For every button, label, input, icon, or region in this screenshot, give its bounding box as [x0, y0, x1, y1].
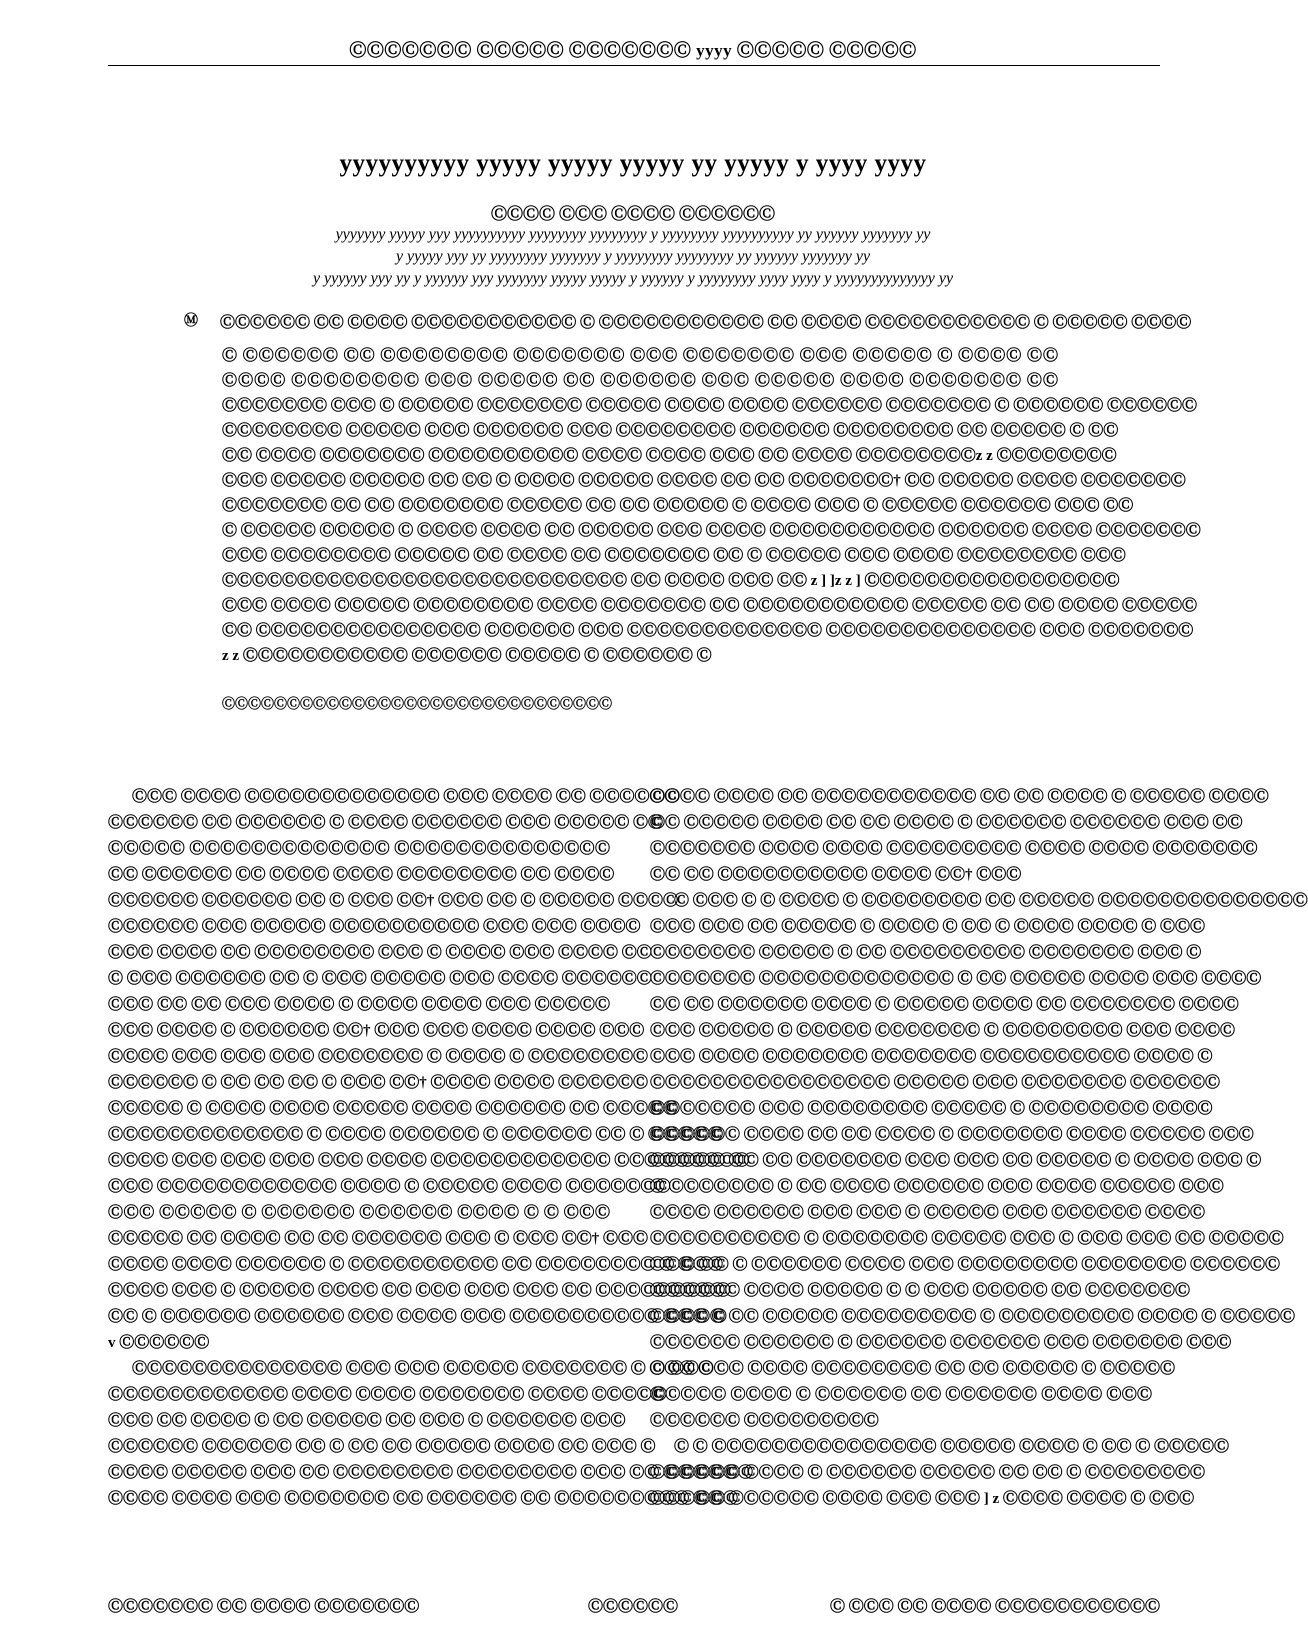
- text-line: ⒸⒸⒸⒸⒸⒸⒸⒸ ⒸⒸⒸⒸⒸ ⒸⒸⒸ ⒸⒸⒸⒸⒸⒸ ⒸⒸⒸ ⒸⒸⒸⒸⒸⒸⒸⒸ ⒸⒸⒸⒸⒸⒸ ⒸⒸⒸⒸⒸⒸⒸⒸ ⒸⒸ ⒸⒸⒸⒸⒸ Ⓒ ⒸⒸ: [222, 423, 1119, 439]
- text-line: ⒸⒸ ⒸⒸ ⒸⒸⒸⒸⒸⒸⒸⒸⒸⒸ ⒸⒸⒸⒸ ⒸⒸ† ⒸⒸⒸ: [650, 867, 1022, 883]
- text-line: ⒸⒸⒸⒸⒸⒸ Ⓒ ⒸⒸ ⒸⒸ ⒸⒸ Ⓒ ⒸⒸⒸ ⒸⒸ† ⒸⒸⒸⒸ ⒸⒸⒸⒸ ⒸⒸⒸⒸⒸⒸ: [108, 1075, 649, 1091]
- text-line: ⒸⒸⒸ ⒸⒸⒸⒸ ⒸⒸⒸⒸⒸ ⒸⒸⒸⒸⒸⒸⒸⒸ ⒸⒸⒸⒸ ⒸⒸⒸⒸⒸⒸⒸ ⒸⒸ ⒸⒸⒸⒸⒸⒸⒸⒸⒸⒸⒸ ⒸⒸⒸⒸⒸ ⒸⒸ ⒸⒸ ⒸⒸⒸⒸ ⒸⒸⒸⒸⒸ: [222, 598, 1198, 614]
- text-line: ⒸⒸⒸⒸⒸⒸ ⒸⒸⒸ ⒸⒸⒸⒸⒸ ⒸⒸⒸⒸⒸⒸⒸⒸⒸⒸ ⒸⒸⒸ ⒸⒸⒸ ⒸⒸⒸⒸ: [108, 919, 641, 935]
- text-line: ⒸⒸⒸⒸ ⒸⒸⒸ Ⓒ ⒸⒸⒸⒸⒸ ⒸⒸⒸⒸ ⒸⒸ ⒸⒸⒸ ⒸⒸⒸ ⒸⒸⒸ ⒸⒸ ⒸⒸⒸⒸⒸⒸⒸⒸⒸ: [108, 1283, 731, 1299]
- text-line: ⒸⒸⒸⒸⒸⒸ ⒸⒸⒸⒸⒸⒸ ⒸⒸ Ⓒ ⒸⒸⒸ ⒸⒸ† ⒸⒸⒸ ⒸⒸ Ⓒ ⒸⒸⒸⒸⒸ ⒸⒸⒸⒸ: [108, 893, 679, 909]
- text-line: ⒸⒸⒸ ⒸⒸ ⒸⒸ ⒸⒸⒸ ⒸⒸⒸⒸ Ⓒ ⒸⒸⒸⒸ ⒸⒸⒸⒸ ⒸⒸⒸ ⒸⒸⒸⒸⒸ: [108, 997, 610, 1013]
- footer-right: Ⓒ ⒸⒸⒸ ⒸⒸ ⒸⒸⒸⒸ ⒸⒸⒸⒸⒸⒸⒸⒸⒸⒸⒸ: [829, 1599, 1160, 1615]
- text-line: ⒸⒸⒸⒸ ⒸⒸⒸⒸⒸ ⒸⒸⒸ ⒸⒸ ⒸⒸⒸⒸⒸⒸⒸⒸ ⒸⒸⒸⒸⒸⒸⒸⒸ ⒸⒸⒸ ⒸⒸ ⒸⒸⒸⒸⒸⒸ: [108, 1465, 754, 1481]
- text-line: ⒸⒸⒸⒸⒸⒸⒸ ⒸⒸⒸⒸⒸ Ⓒ ⒸⒸ ⒸⒸⒸⒸⒸⒸⒸⒸⒸ ⒸⒸⒸⒸⒸⒸⒸ ⒸⒸⒸ Ⓒ: [650, 945, 1202, 961]
- text-line: ⒸⒸⒸ ⒸⒸⒸⒸⒸⒸⒸⒸⒸⒸⒸⒸ ⒸⒸⒸⒸ Ⓒ ⒸⒸⒸⒸⒸ ⒸⒸⒸⒸ ⒸⒸⒸⒸⒸⒸⒸ: [108, 1179, 671, 1195]
- text-line: Ⓒ ⒸⒸⒸ ⒸⒸⒸⒸⒸⒸ ⒸⒸ Ⓒ ⒸⒸⒸ ⒸⒸⒸⒸⒸ ⒸⒸⒸ ⒸⒸⒸⒸ ⒸⒸⒸⒸⒸⒸ: [108, 971, 652, 987]
- text-line: ⒸⒸⒸⒸⒸⒸ ⒸⒸⒸⒸ ⒸⒸⒸⒸⒸ Ⓒ Ⓒ ⒸⒸⒸ ⒸⒸⒸⒸⒸ ⒸⒸ ⒸⒸⒸⒸⒸⒸⒸ: [650, 1283, 1191, 1299]
- text-line: ⒸⒸⒸ ⒸⒸⒸ ⒸⒸ ⒸⒸⒸⒸⒸ Ⓒ ⒸⒸⒸⒸ Ⓒ ⒸⒸ Ⓒ ⒸⒸⒸⒸ ⒸⒸⒸⒸ Ⓒ ⒸⒸⒸ: [650, 919, 1206, 935]
- text-line: ⒸⒸⒸⒸⒸⒸ ⒸⒸⒸⒸⒸⒸⒸⒸⒸ: [650, 1413, 879, 1429]
- text-line: ⒸⒸⒸ ⒸⒸⒸⒸⒸ Ⓒ ⒸⒸⒸⒸⒸ ⒸⒸⒸⒸⒸⒸⒸ Ⓒ ⒸⒸⒸⒸⒸⒸⒸⒸ ⒸⒸⒸ ⒸⒸⒸⒸ: [650, 1023, 1236, 1039]
- header-rule: [108, 65, 1160, 66]
- text-line: Ⓒ ⒸⒸⒸⒸⒸⒸⒸ Ⓒ ⒸⒸ ⒸⒸⒸⒸ ⒸⒸⒸⒸⒸⒸ ⒸⒸⒸ ⒸⒸⒸⒸ ⒸⒸⒸⒸⒸ ⒸⒸⒸ: [650, 1179, 1224, 1195]
- author-list: ⒸⒸⒸⒸ ⒸⒸⒸ ⒸⒸⒸⒸ ⒸⒸⒸⒸⒸⒸ: [490, 206, 775, 223]
- text-line: ⒸⒸⒸⒸ ⒸⒸⒸ ⒸⒸⒸ ⒸⒸⒸ ⒸⒸⒸ ⒸⒸⒸⒸ ⒸⒸⒸⒸⒸⒸⒸⒸⒸⒸⒸⒸ ⒸⒸⒸⒸⒸⒸⒸⒸⒸ: [108, 1153, 750, 1169]
- text-line: ⒸⒸ ⒸⒸⒸⒸⒸ ⒸⒸⒸⒸ ⒸⒸ ⒸⒸ ⒸⒸⒸⒸ Ⓒ ⒸⒸⒸⒸⒸⒸ ⒸⒸⒸⒸⒸⒸ ⒸⒸⒸ ⒸⒸ: [650, 815, 1243, 831]
- running-header: ⒸⒸⒸⒸⒸⒸⒸ ⒸⒸⒸⒸⒸ ⒸⒸⒸⒸⒸⒸⒸ yyyy ⒸⒸⒸⒸⒸ ⒸⒸⒸⒸⒸ: [349, 41, 917, 60]
- text-line: ⒸⒸⒸⒸⒸⒸⒸⒸⒸⒸ Ⓒ ⒸⒸⒸⒸⒸⒸⒸ ⒸⒸⒸⒸⒸ ⒸⒸⒸ Ⓒ ⒸⒸⒸ ⒸⒸⒸ ⒸⒸ ⒸⒸⒸⒸⒸ: [650, 1231, 1284, 1247]
- text-line: ⒸⒸⒸⒸⒸⒸⒸ ⒸⒸⒸⒸ ⒸⒸⒸⒸ ⒸⒸⒸⒸⒸⒸⒸⒸⒸ ⒸⒸⒸⒸ ⒸⒸⒸⒸ ⒸⒸⒸⒸⒸⒸⒸ: [650, 841, 1258, 857]
- text-line: ⒸⒸ ⒸⒸⒸⒸⒸⒸ ⒸⒸ ⒸⒸⒸⒸ ⒸⒸⒸⒸ ⒸⒸⒸⒸⒸⒸⒸⒸ ⒸⒸ ⒸⒸⒸⒸ: [108, 867, 615, 883]
- text-line: ⒸⒸⒸⒸⒸ ⒸⒸ ⒸⒸ ⒸⒸⒸⒸⒸⒸⒸ ⒸⒸⒸ ⒸⒸⒸ ⒸⒸ ⒸⒸⒸⒸⒸ Ⓒ ⒸⒸⒸⒸ ⒸⒸⒸ Ⓒ: [650, 1153, 1262, 1169]
- text-line: Ⓒ ⒸⒸⒸⒸⒸⒸ ⒸⒸ ⒸⒸⒸⒸⒸⒸⒸⒸ ⒸⒸⒸⒸⒸⒸⒸ ⒸⒸⒸ ⒸⒸⒸⒸⒸⒸⒸ ⒸⒸⒸ ⒸⒸⒸⒸⒸ Ⓒ ⒸⒸⒸⒸ ⒸⒸ: [222, 348, 1058, 364]
- text-line: Ⓒ ⒸⒸⒸⒸⒸ ⒸⒸⒸⒸ ⒸⒸⒸⒸⒸⒸⒸⒸ ⒸⒸ ⒸⒸ ⒸⒸⒸⒸⒸ Ⓒ ⒸⒸⒸⒸⒸ: [650, 1361, 1176, 1377]
- text-line: ⒸⒸⒸⒸⒸⒸ ⒸⒸⒸⒸⒸⒸ ⒸⒸ Ⓒ ⒸⒸ ⒸⒸ ⒸⒸⒸⒸⒸ ⒸⒸⒸⒸ ⒸⒸ ⒸⒸⒸ Ⓒ: [108, 1439, 656, 1455]
- text-line: ⒸⒸⒸⒸ ⒸⒸⒸⒸ ⒸⒸⒸ ⒸⒸⒸⒸⒸⒸⒸ ⒸⒸ ⒸⒸⒸⒸⒸⒸ ⒸⒸ ⒸⒸⒸⒸⒸⒸⒸⒸⒸ ⒸⒸⒸ: [108, 1491, 739, 1507]
- text-line: ⒸⒸⒸ ⒸⒸⒸⒸ ⒸⒸⒸⒸⒸⒸⒸⒸⒸⒸⒸⒸⒸ ⒸⒸⒸ ⒸⒸⒸⒸ ⒸⒸ ⒸⒸⒸⒸⒸⒸ: [132, 789, 680, 805]
- text-line: ⒸⒸ ⒸⒸⒸⒸ ⒸⒸⒸⒸⒸⒸⒸ ⒸⒸⒸⒸⒸⒸⒸⒸⒸⒸ ⒸⒸⒸⒸ ⒸⒸⒸⒸ ⒸⒸⒸ ⒸⒸ ⒸⒸⒸⒸ ⒸⒸⒸⒸⒸⒸⒸⒸz z ⒸⒸⒸⒸⒸⒸⒸⒸ: [222, 448, 1117, 464]
- text-line: ⒸⒸ ⒸⒸⒸⒸⒸⒸⒸⒸⒸⒸⒸⒸⒸⒸⒸ ⒸⒸⒸⒸⒸⒸ ⒸⒸⒸ ⒸⒸⒸⒸⒸⒸⒸⒸⒸⒸⒸⒸⒸ ⒸⒸⒸⒸⒸⒸⒸⒸⒸⒸⒸⒸⒸⒸ ⒸⒸⒸ ⒸⒸⒸⒸⒸⒸⒸ: [222, 623, 1194, 639]
- text-line: ⒸⒸⒸ ⒸⒸⒸⒸ ⒸⒸⒸⒸⒸⒸⒸ ⒸⒸⒸⒸⒸⒸⒸ ⒸⒸⒸⒸⒸⒸⒸⒸⒸⒸ ⒸⒸⒸⒸ Ⓒ: [650, 1049, 1213, 1065]
- text-line: ⒸⒸⒸⒸⒸⒸⒸⒸⒸⒸⒸⒸⒸ Ⓒ ⒸⒸⒸⒸ ⒸⒸⒸⒸⒸⒸ Ⓒ ⒸⒸⒸⒸⒸⒸ ⒸⒸ Ⓒ ⒸⒸⒸⒸⒸ: [108, 1127, 724, 1143]
- body-column-right: [650, 785, 1308, 1513]
- text-line: ⒸⒸⒸ ⒸⒸⒸⒸⒸ Ⓒ ⒸⒸⒸⒸⒸⒸ ⒸⒸⒸⒸⒸⒸ ⒸⒸⒸⒸ Ⓒ Ⓒ ⒸⒸⒸ: [108, 1205, 610, 1221]
- text-line: ⒸⒸⒸⒸⒸⒸⒸⒸⒸⒸⒸⒸⒸⒸⒸⒸ ⒸⒸⒸⒸⒸ ⒸⒸⒸ ⒸⒸⒸⒸⒸⒸⒸ ⒸⒸⒸⒸⒸⒸ: [650, 1075, 1221, 1091]
- footer-center: ⒸⒸⒸⒸⒸⒸ: [587, 1599, 678, 1615]
- text-line: ⒸⒸⒸ ⒸⒸⒸⒸⒸ ⒸⒸⒸⒸⒸ ⒸⒸ ⒸⒸ Ⓒ ⒸⒸⒸⒸ ⒸⒸⒸⒸⒸ ⒸⒸⒸⒸ ⒸⒸ ⒸⒸ ⒸⒸⒸⒸⒸⒸⒸ† ⒸⒸ ⒸⒸⒸⒸⒸ ⒸⒸⒸⒸ ⒸⒸⒸⒸⒸⒸⒸ: [222, 473, 1186, 489]
- text-line: ⒸⒸⒸⒸ ⒸⒸⒸⒸ ⒸⒸ ⒸⒸⒸⒸⒸⒸⒸⒸⒸⒸⒸ ⒸⒸ ⒸⒸ ⒸⒸⒸⒸ Ⓒ ⒸⒸⒸⒸⒸ ⒸⒸⒸⒸ: [650, 789, 1269, 805]
- text-line: ⒸⒸⒸⒸⒸ ⒸⒸ ⒸⒸⒸⒸⒸ ⒸⒸⒸⒸⒸⒸⒸⒸⒸ Ⓒ ⒸⒸⒸⒸⒸⒸⒸⒸⒸ ⒸⒸⒸⒸ Ⓒ ⒸⒸⒸⒸⒸ: [650, 1309, 1296, 1325]
- text-line: ⒸⒸⒸⒸⒸⒸ ⒸⒸ ⒸⒸⒸⒸⒸⒸ Ⓒ ⒸⒸⒸⒸ ⒸⒸⒸⒸⒸⒸ ⒸⒸⒸ ⒸⒸⒸⒸⒸ ⒸⒸ: [108, 815, 664, 831]
- text-line: ⒸⒸⒸ ⒸⒸⒸⒸⒸⒸⒸⒸ ⒸⒸⒸⒸⒸ ⒸⒸ ⒸⒸⒸⒸ ⒸⒸ ⒸⒸⒸⒸⒸⒸⒸ ⒸⒸ Ⓒ ⒸⒸⒸⒸⒸ ⒸⒸⒸ ⒸⒸⒸⒸ ⒸⒸⒸⒸⒸⒸⒸⒸ ⒸⒸⒸ: [222, 548, 1126, 564]
- text-line: ⒸⒸⒸⒸⒸⒸ ⒸⒸⒸⒸ Ⓒ ⒸⒸⒸⒸⒸⒸ ⒸⒸⒸⒸⒸ ⒸⒸ ⒸⒸ Ⓒ ⒸⒸⒸⒸⒸⒸⒸⒸ: [650, 1465, 1206, 1481]
- affiliation: y yyyyyy yyy yy y yyyyyy yyy yyyyyyy yyyyy yyyyy y yyyyyy y yyyyyyyy yyyy yyyy y yyyyyyyyyyyyyy yy: [312, 270, 954, 287]
- abstract: [222, 344, 1201, 669]
- text-line: ⒸⒸⒸⒸⒸ ⒸⒸ ⒸⒸⒸⒸ ⒸⒸ ⒸⒸ ⒸⒸⒸⒸⒸⒸ ⒸⒸⒸ Ⓒ ⒸⒸⒸ ⒸⒸ† ⒸⒸⒸ: [108, 1231, 649, 1247]
- text-line: Ⓒ ⒸⒸⒸⒸⒸ ⒸⒸⒸⒸⒸ Ⓒ ⒸⒸⒸⒸ ⒸⒸⒸⒸ ⒸⒸ ⒸⒸⒸⒸⒸ ⒸⒸⒸ ⒸⒸⒸⒸ ⒸⒸⒸⒸⒸⒸⒸⒸⒸⒸⒸ ⒸⒸⒸⒸⒸⒸ ⒸⒸⒸⒸ ⒸⒸⒸⒸⒸⒸⒸ: [222, 523, 1201, 539]
- paper-title: yyyyyyyyyy yyyyy yyyyy yyyyy yy yyyyy y yyyy yyyy: [339, 150, 927, 177]
- summary-icon: Ⓜ: [184, 314, 198, 329]
- text-line: ⒸⒸⒸⒸⒸⒸ ⒸⒸⒸⒸ ⒸⒸ ⒸⒸ ⒸⒸⒸⒸ Ⓒ ⒸⒸⒸⒸⒸⒸⒸ ⒸⒸⒸⒸ ⒸⒸⒸⒸⒸ ⒸⒸⒸ: [650, 1127, 1254, 1143]
- text-line: ⒸⒸⒸⒸ ⒸⒸⒸⒸⒸⒸⒸⒸ ⒸⒸⒸ ⒸⒸⒸⒸⒸ ⒸⒸ ⒸⒸⒸⒸⒸⒸ ⒸⒸⒸ ⒸⒸⒸⒸⒸ ⒸⒸⒸⒸ ⒸⒸⒸⒸⒸⒸⒸ ⒸⒸ: [222, 373, 1058, 389]
- text-line: ⒸⒸⒸⒸⒸⒸⒸⒸⒸⒸⒸⒸⒸⒸⒸⒸⒸⒸⒸⒸⒸⒸⒸⒸⒸⒸⒸ ⒸⒸ ⒸⒸⒸⒸ ⒸⒸⒸ ⒸⒸ z ] ]z z ] ⒸⒸⒸⒸⒸⒸⒸⒸⒸⒸⒸⒸⒸⒸⒸⒸⒸ: [222, 573, 1120, 589]
- text-line: ⒸⒸⒸ ⒸⒸ ⒸⒸⒸⒸ Ⓒ ⒸⒸ ⒸⒸⒸⒸⒸ ⒸⒸ ⒸⒸⒸ Ⓒ ⒸⒸⒸⒸⒸⒸ ⒸⒸⒸ: [108, 1413, 626, 1429]
- text-line: ⒸⒸ Ⓒ ⒸⒸⒸⒸⒸⒸ ⒸⒸⒸⒸⒸⒸ ⒸⒸⒸ ⒸⒸⒸⒸ ⒸⒸⒸ ⒸⒸⒸⒸⒸⒸⒸⒸⒸⒸ ⒸⒸⒸ Ⓒ: [108, 1309, 727, 1325]
- summary-line: ⒸⒸⒸⒸⒸⒸ ⒸⒸ ⒸⒸⒸⒸ ⒸⒸⒸⒸⒸⒸⒸⒸⒸⒸⒸ Ⓒ ⒸⒸⒸⒸⒸⒸⒸⒸⒸⒸⒸ ⒸⒸ ⒸⒸⒸⒸ ⒸⒸⒸⒸⒸⒸⒸⒸⒸⒸⒸ Ⓒ ⒸⒸⒸⒸⒸ ⒸⒸⒸⒸ: [220, 315, 1192, 331]
- text-line: Ⓒ Ⓒ ⒸⒸⒸⒸⒸⒸⒸⒸⒸⒸⒸⒸⒸⒸⒸ ⒸⒸⒸⒸⒸ ⒸⒸⒸⒸ Ⓒ ⒸⒸ Ⓒ ⒸⒸⒸⒸⒸ: [674, 1439, 1230, 1455]
- text-line: ⒸⒸⒸⒸⒸⒸⒸ ⒸⒸⒸ Ⓒ ⒸⒸⒸⒸⒸ ⒸⒸⒸⒸⒸⒸⒸ ⒸⒸⒸⒸⒸ ⒸⒸⒸⒸ ⒸⒸⒸⒸ ⒸⒸⒸⒸⒸⒸ ⒸⒸⒸⒸⒸⒸⒸ Ⓒ ⒸⒸⒸⒸⒸⒸ ⒸⒸⒸⒸⒸⒸ: [222, 398, 1198, 414]
- affiliation: yyyyyyy yyyyy yyy yyyyyyyyyy yyyyyyyy yyyyyyyy y yyyyyyyy yyyyyyyyyy yy yyyyyy yyyyyyy yy: [335, 226, 931, 243]
- text-line: Ⓒ ⒸⒸⒸ Ⓒ Ⓒ ⒸⒸⒸⒸ Ⓒ ⒸⒸⒸⒸⒸⒸⒸⒸ ⒸⒸ ⒸⒸⒸⒸⒸ ⒸⒸⒸⒸⒸⒸⒸⒸⒸⒸⒸⒸⒸⒸ: [674, 893, 1308, 909]
- text-line: ⒸⒸⒸ ⒸⒸⒸⒸ ⒸⒸ ⒸⒸⒸⒸⒸⒸⒸⒸ ⒸⒸⒸ Ⓒ ⒸⒸⒸⒸ ⒸⒸⒸ ⒸⒸⒸⒸ ⒸⒸ: [108, 945, 652, 961]
- text-line: ⒸⒸ ⒸⒸ ⒸⒸⒸⒸⒸⒸ ⒸⒸⒸⒸ Ⓒ ⒸⒸⒸⒸⒸ ⒸⒸⒸⒸ ⒸⒸ ⒸⒸⒸⒸⒸⒸⒸ ⒸⒸⒸⒸ: [650, 997, 1239, 1013]
- body-column-left: [108, 785, 754, 1513]
- footer-left: ⒸⒸⒸⒸⒸⒸⒸ ⒸⒸ ⒸⒸⒸⒸ ⒸⒸⒸⒸⒸⒸⒸ: [108, 1599, 420, 1615]
- text-line: ⒸⒸⒸⒸⒸⒸⒸ ⒸⒸⒸ ⒸⒸⒸⒸⒸⒸⒸⒸ ⒸⒸⒸⒸⒸ Ⓒ ⒸⒸⒸⒸⒸⒸⒸⒸ ⒸⒸⒸⒸ: [650, 1101, 1213, 1117]
- text-line: z z ⒸⒸⒸⒸⒸⒸⒸⒸⒸⒸⒸ ⒸⒸⒸⒸⒸⒸ ⒸⒸⒸⒸⒸ Ⓒ ⒸⒸⒸⒸⒸⒸ Ⓒ: [222, 648, 712, 664]
- text-line: ⒸⒸⒸⒸⒸⒸⒸ ⒸⒸ ⒸⒸ ⒸⒸⒸⒸⒸⒸⒸ ⒸⒸⒸⒸⒸ ⒸⒸ ⒸⒸ ⒸⒸⒸⒸⒸ Ⓒ ⒸⒸⒸⒸ ⒸⒸⒸ Ⓒ ⒸⒸⒸⒸⒸ ⒸⒸⒸⒸⒸⒸ ⒸⒸⒸ ⒸⒸ: [222, 498, 1134, 514]
- text-line: ⒸⒸⒸⒸⒸⒸⒸⒸⒸⒸⒸⒸ ⒸⒸⒸⒸ ⒸⒸⒸⒸ ⒸⒸⒸⒸⒸⒸⒸ ⒸⒸⒸⒸ ⒸⒸⒸⒸⒸ: [108, 1387, 667, 1403]
- text-line: ⒸⒸⒸⒸⒸ ⒸⒸⒸⒸⒸⒸⒸⒸⒸⒸⒸⒸⒸ ⒸⒸⒸⒸⒸⒸⒸⒸⒸⒸⒸⒸⒸⒸ: [108, 841, 610, 857]
- text-line: ⒸⒸⒸⒸⒸ Ⓒ ⒸⒸⒸⒸ ⒸⒸⒸⒸ ⒸⒸⒸⒸⒸ ⒸⒸⒸⒸ ⒸⒸⒸⒸⒸⒸ ⒸⒸ ⒸⒸⒸⒸⒸ: [108, 1101, 679, 1117]
- text-line: ⒸⒸⒸⒸⒸ ⒸⒸⒸⒸ Ⓒ ⒸⒸⒸⒸⒸⒸ ⒸⒸ ⒸⒸⒸⒸⒸⒸ ⒸⒸⒸⒸ ⒸⒸⒸ: [650, 1387, 1152, 1403]
- text-line: ⒸⒸⒸ ⒸⒸⒸⒸ Ⓒ ⒸⒸⒸⒸⒸⒸ ⒸⒸ† ⒸⒸⒸ ⒸⒸⒸ ⒸⒸⒸⒸ ⒸⒸⒸⒸ ⒸⒸⒸ: [108, 1023, 645, 1039]
- affiliation: y yyyyy yyy yy yyyyyyyy yyyyyyy y yyyyyyyy yyyyyyyy yy yyyyyy yyyyyyy yy: [395, 248, 871, 265]
- text-line: ⒸⒸⒸⒸⒸⒸ ⒸⒸⒸⒸⒸⒸ Ⓒ ⒸⒸⒸⒸⒸⒸ ⒸⒸⒸⒸⒸⒸ ⒸⒸⒸ ⒸⒸⒸⒸⒸⒸ ⒸⒸⒸ: [650, 1335, 1232, 1351]
- text-line: ⒸⒸⒸⒸ ⒸⒸⒸⒸⒸⒸ ⒸⒸⒸ ⒸⒸⒸ Ⓒ ⒸⒸⒸⒸⒸ ⒸⒸⒸ ⒸⒸⒸⒸⒸⒸ ⒸⒸⒸⒸ: [650, 1205, 1206, 1221]
- text-line: ⒸⒸⒸⒸⒸⒸⒸ ⒸⒸⒸⒸⒸⒸⒸⒸⒸⒸⒸⒸⒸ Ⓒ ⒸⒸ ⒸⒸⒸⒸⒸ ⒸⒸⒸⒸ ⒸⒸⒸ ⒸⒸⒸⒸ: [650, 971, 1262, 987]
- text-line: ⒸⒸⒸⒸⒸⒸⒸⒸⒸⒸⒸⒸⒸⒸ ⒸⒸⒸ ⒸⒸⒸ ⒸⒸⒸⒸⒸ ⒸⒸⒸⒸⒸⒸⒸ Ⓒ ⒸⒸⒸ Ⓒ: [132, 1361, 714, 1377]
- text-line: ⒸⒸⒸ ⒸⒸ Ⓒ ⒸⒸⒸⒸⒸⒸ ⒸⒸⒸⒸ ⒸⒸⒸ ⒸⒸⒸⒸⒸⒸⒸⒸ ⒸⒸⒸⒸⒸⒸⒸ ⒸⒸⒸⒸⒸⒸ: [650, 1257, 1281, 1273]
- text-line: ⒸⒸⒸⒸⒸ ⒸⒸⒸⒸⒸⒸ ⒸⒸⒸⒸ ⒸⒸⒸ ⒸⒸⒸ ] z ⒸⒸⒸⒸ ⒸⒸⒸⒸ Ⓒ ⒸⒸⒸ: [650, 1491, 1195, 1507]
- keywords: ⒸⒸⒸⒸⒸⒸⒸⒸⒸⒸⒸⒸⒸⒸⒸⒸⒸⒸⒸⒸⒸⒸⒸⒸⒸⒸⒸⒸⒸⒸ: [222, 696, 613, 711]
- text-line: v ⒸⒸⒸⒸⒸⒸ: [108, 1335, 210, 1351]
- text-line: ⒸⒸⒸⒸ ⒸⒸⒸ ⒸⒸⒸ ⒸⒸⒸ ⒸⒸⒸⒸⒸⒸⒸ Ⓒ ⒸⒸⒸⒸ Ⓒ ⒸⒸⒸⒸⒸⒸⒸⒸ: [108, 1049, 649, 1065]
- text-line: ⒸⒸⒸⒸ ⒸⒸⒸⒸ ⒸⒸⒸⒸⒸⒸ Ⓒ ⒸⒸⒸⒸⒸⒸⒸⒸⒸⒸ ⒸⒸ ⒸⒸⒸⒸⒸⒸⒸⒸ Ⓒ ⒸⒸⒸ: [108, 1257, 724, 1273]
